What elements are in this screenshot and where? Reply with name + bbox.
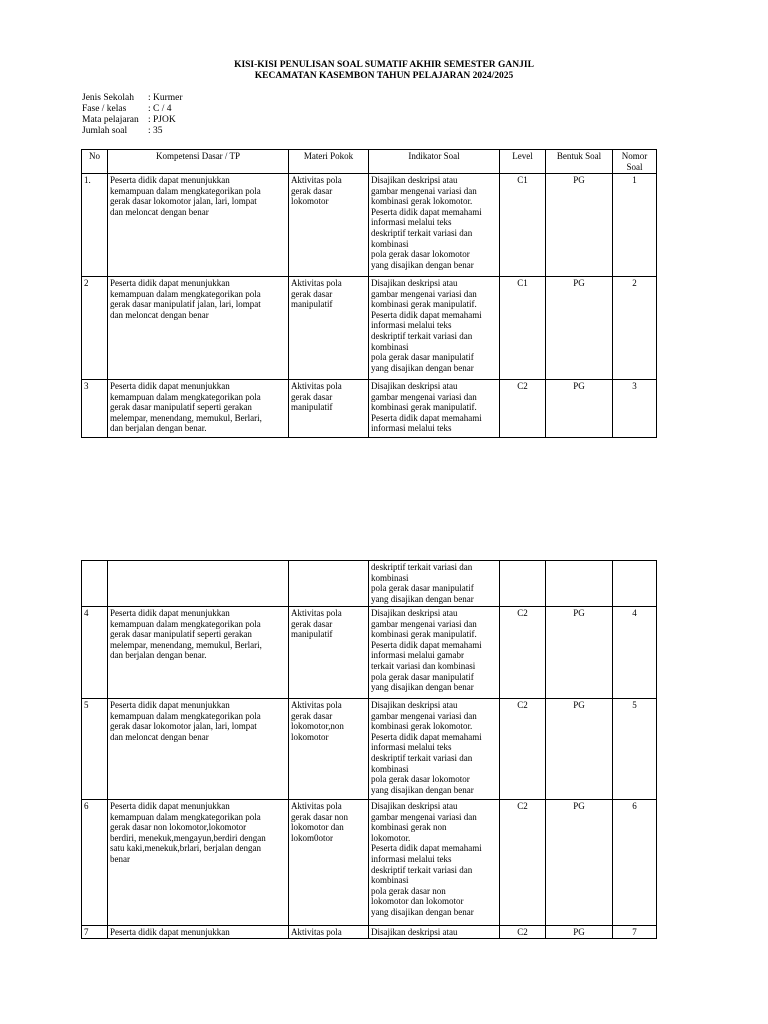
cell-level: C2 (500, 699, 546, 800)
table-row (82, 800, 657, 926)
table-row (82, 561, 657, 607)
cell-indikator: Disajikan deskripsi atau gambar mengenai variasi dan kombinasi gerak manipulatif. Peserta didik dapat memahami informasi melalui gamabr terkait variasi dan kombinasi pola gerak dasar manipulatif yang disajikan dengan benar (369, 607, 500, 699)
table-row (82, 380, 657, 438)
meta-label: Jenis Sekolah (82, 93, 134, 103)
table-header-row (82, 150, 657, 174)
cell-no: 3 (82, 380, 108, 438)
cell-level: C2 (500, 380, 546, 438)
cell-bentuk: PG (546, 800, 613, 926)
cell-bentuk (546, 561, 613, 607)
cell-nomor: 2 (613, 277, 657, 380)
meta-row (82, 126, 183, 137)
cell-no: 6 (82, 800, 108, 926)
cell-indikator: Disajikan deskripsi atau (369, 926, 500, 939)
cell-no: 7 (82, 926, 108, 939)
cell-indikator: deskriptif terkait variasi dan kombinasi pola gerak dasar manipulatif yang disajikan dengan benar (369, 561, 500, 607)
cell-nomor: 5 (613, 699, 657, 800)
cell-kompetensi: Peserta didik dapat menunjukkan kemampuan dalam mengkategorikan pola gerak dasar lokomotor jalan, lari, lompat dan meloncat dengan benar (108, 699, 289, 800)
cell-indikator: Disajikan deskripsi atau gambar mengenai variasi dan kombinasi gerak lokomotor. Peserta didik dapat memahami informasi melalui teks deskriptif terkait variasi dan kombinasi pola gerak dasar lokomotor yang disajikan dengan benar (369, 699, 500, 800)
document-title-line1: KISI-KISI PENULISAN SOAL SUMATIF AKHIR SEMESTER GANJIL (234, 60, 534, 70)
kisi-kisi-table-page1 (81, 149, 657, 438)
cell-bentuk: PG (546, 277, 613, 380)
header-kompetensi: Kompetensi Dasar / TP (108, 150, 289, 174)
cell-indikator: Disajikan deskripsi atau gambar mengenai variasi dan kombinasi gerak non lokomotor. Peserta didik dapat memahami informasi melalui teks deskriptif terkait variasi dan kombinasi pola gerak dasar non lokomotor dan lokomotor yang disajikan dengan benar (369, 800, 500, 926)
meta-label: Fase / kelas (82, 104, 127, 114)
cell-materi: Aktivitas pola gerak dasar manipulatif (289, 607, 369, 699)
header-bentuk: Bentuk Soal (546, 150, 613, 174)
cell-bentuk: PG (546, 699, 613, 800)
cell-nomor: 3 (613, 380, 657, 438)
table-row (82, 174, 657, 277)
cell-materi: Aktivitas pola gerak dasar manipulatif (289, 380, 369, 438)
meta-value: : PJOK (148, 115, 176, 125)
meta-label: Jumlah soal (82, 126, 128, 136)
cell-materi: Aktivitas pola gerak dasar manipulatif (289, 277, 369, 380)
cell-materi: Aktivitas pola gerak dasar lokomotor,non lokomotor (289, 699, 369, 800)
cell-nomor: 6 (613, 800, 657, 926)
cell-materi: Aktivitas pola gerak dasar non lokomotor dan lokom0otor (289, 800, 369, 926)
meta-value: : Kurmer (148, 93, 183, 103)
cell-nomor (613, 561, 657, 607)
table-row (82, 699, 657, 800)
cell-level: C2 (500, 800, 546, 926)
cell-kompetensi: Peserta didik dapat menunjukkan kemampuan dalam mengkategorikan pola gerak dasar non lokomotor,lokomotor berdiri, menekuk,mengayun,berdiri dengan satu kaki,menekuk,brlari, berjalan dengan benar (108, 800, 289, 926)
cell-indikator: Disajikan deskripsi atau gambar mengenai variasi dan kombinasi gerak manipulatif. Peserta didik dapat memahami informasi melalui teks deskriptif terkait variasi dan kombinasi pola gerak dasar manipulatif yang disajikan dengan benar (369, 277, 500, 380)
cell-kompetensi: Peserta didik dapat menunjukkan kemampuan dalam mengkategorikan pola gerak dasar manipulatif seperti gerakan melempar, menendang, memukul, Berlari, dan berjalan dengan benar. (108, 607, 289, 699)
cell-indikator: Disajikan deskripsi atau gambar mengenai variasi dan kombinasi gerak manipulatif. Peserta didik dapat memahami informasi melalui teks (369, 380, 500, 438)
meta-row (82, 104, 183, 115)
cell-kompetensi: Peserta didik dapat menunjukkan kemampuan dalam mengkategorikan pola gerak dasar lokomotor jalan, lari, lompat dan meloncat dengan benar (108, 174, 289, 277)
cell-level (500, 561, 546, 607)
cell-level: C2 (500, 926, 546, 939)
header-nomor: Nomor Soal (613, 150, 657, 174)
cell-no: 4 (82, 607, 108, 699)
cell-materi: Aktivitas pola (289, 926, 369, 939)
table-row (82, 926, 657, 939)
cell-no: 1. (82, 174, 108, 277)
cell-no: 2 (82, 277, 108, 380)
cell-no (82, 561, 108, 607)
cell-materi (289, 561, 369, 607)
document-meta (82, 93, 183, 137)
cell-bentuk: PG (546, 380, 613, 438)
cell-level: C1 (500, 174, 546, 277)
cell-nomor: 7 (613, 926, 657, 939)
meta-value: : 35 (148, 126, 163, 136)
cell-kompetensi: Peserta didik dapat menunjukkan kemampuan dalam mengkategorikan pola gerak dasar manipulatif jalan, lari, lompat dan meloncat dengan benar (108, 277, 289, 380)
cell-kompetensi (108, 561, 289, 607)
meta-value: : C / 4 (148, 104, 172, 114)
kisi-kisi-table-page2 (81, 560, 657, 939)
header-materi: Materi Pokok (289, 150, 369, 174)
meta-label: Mata pelajaran (82, 115, 139, 125)
header-no: No (82, 150, 108, 174)
cell-bentuk: PG (546, 174, 613, 277)
cell-bentuk: PG (546, 926, 613, 939)
cell-kompetensi: Peserta didik dapat menunjukkan (108, 926, 289, 939)
header-indikator: Indikator Soal (369, 150, 500, 174)
table-row (82, 607, 657, 699)
document-title-line2: KECAMATAN KASEMBON TAHUN PELAJARAN 2024/2025 (254, 71, 514, 81)
cell-nomor: 1 (613, 174, 657, 277)
cell-materi: Aktivitas pola gerak dasar lokomotor (289, 174, 369, 277)
cell-bentuk: PG (546, 607, 613, 699)
cell-kompetensi: Peserta didik dapat menunjukkan kemampuan dalam mengkategorikan pola gerak dasar manipulatif seperti gerakan melempar, menendang, memukul, Berlari, dan berjalan dengan benar. (108, 380, 289, 438)
meta-row (82, 93, 183, 104)
cell-no: 5 (82, 699, 108, 800)
table-row (82, 277, 657, 380)
cell-indikator: Disajikan deskripsi atau gambar mengenai variasi dan kombinasi gerak lokomotor. Peserta didik dapat memahami informasi melalui teks deskriptif terkait variasi dan kombinasi pola gerak dasar lokomotor yang disajikan dengan benar (369, 174, 500, 277)
meta-row (82, 115, 183, 126)
cell-level: C2 (500, 607, 546, 699)
cell-level: C1 (500, 277, 546, 380)
header-level: Level (500, 150, 546, 174)
cell-nomor: 4 (613, 607, 657, 699)
